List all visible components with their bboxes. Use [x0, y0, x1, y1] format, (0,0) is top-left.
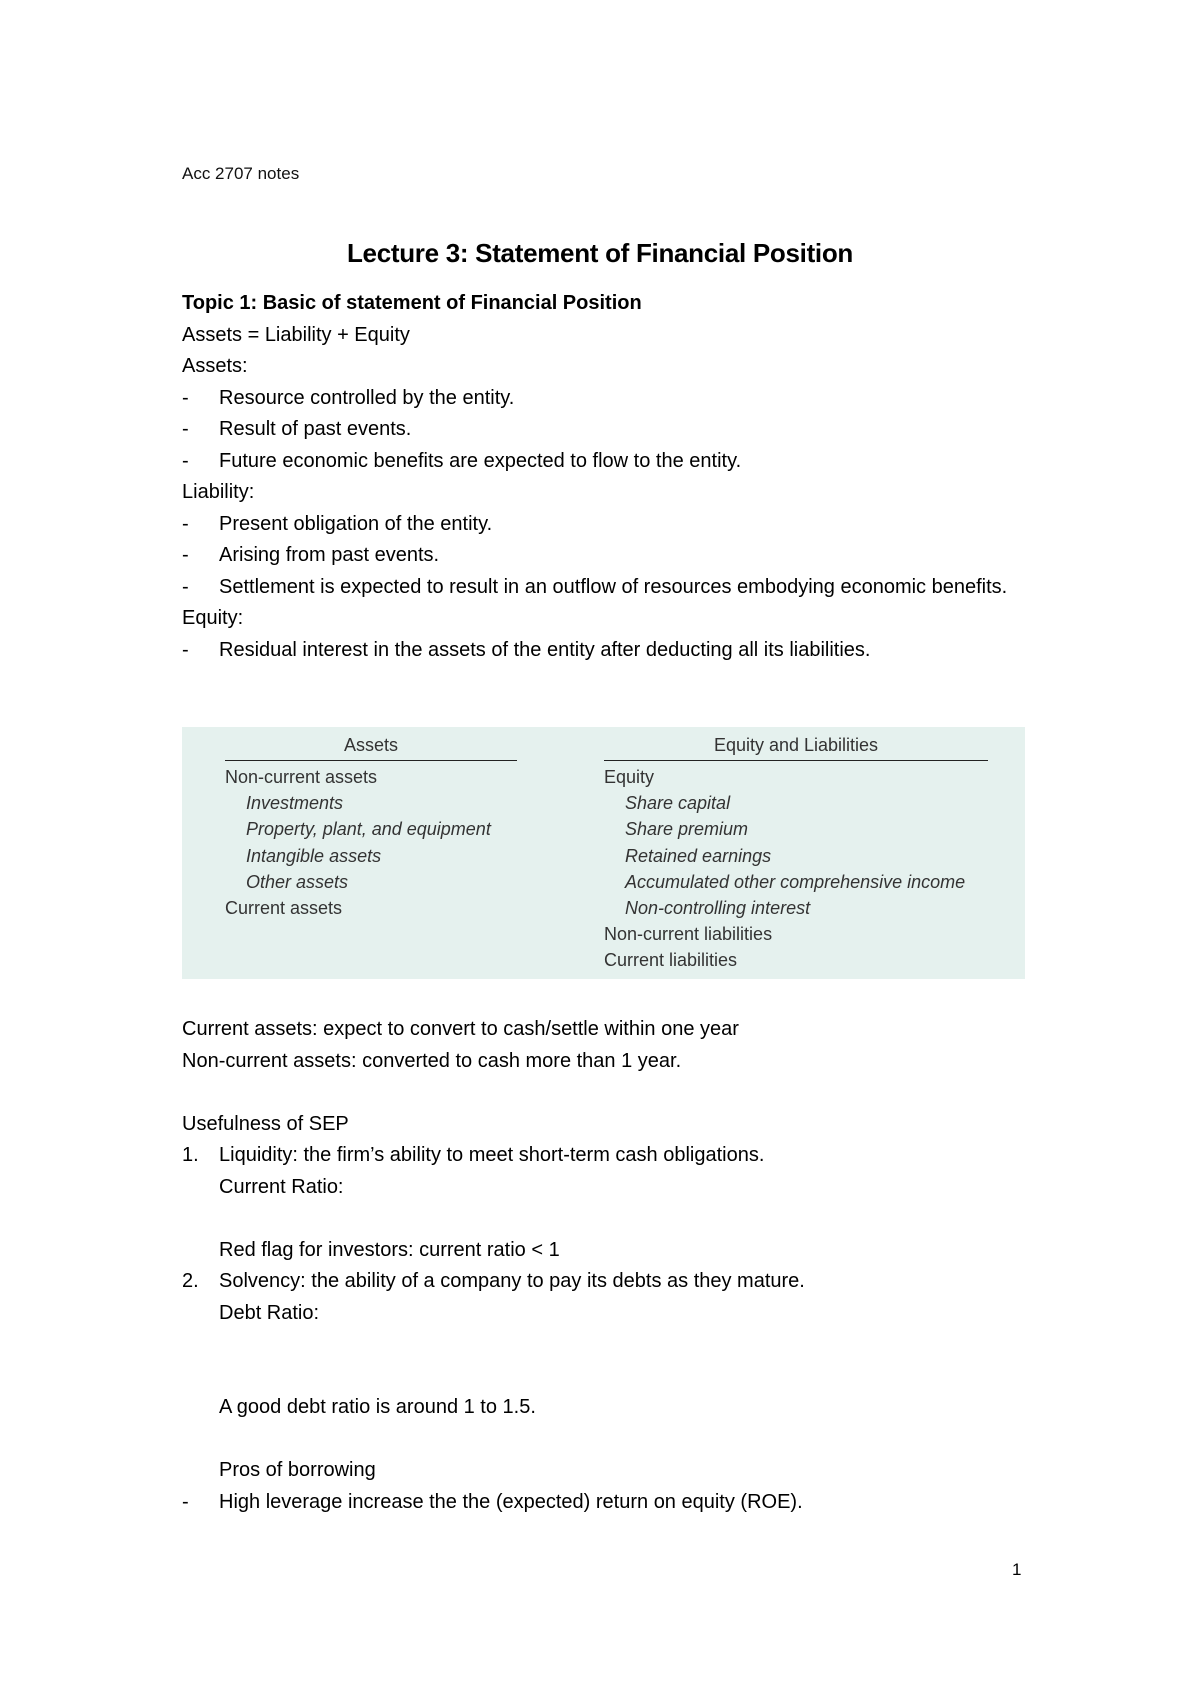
- bullet-dash: -: [182, 386, 189, 409]
- equity-liabilities-column: [604, 727, 988, 974]
- list-item-text: Present obligation of the entity.: [219, 512, 493, 535]
- list-item: [182, 635, 1042, 667]
- table-row: Non-controlling interest: [625, 897, 811, 918]
- table-row: Retained earnings: [625, 845, 772, 866]
- financial-position-table: [182, 727, 1025, 979]
- table-row: Current assets: [225, 897, 343, 918]
- list-item-text: Result of past events.: [219, 418, 412, 440]
- table-row: Other assets: [246, 871, 349, 892]
- list-item: [182, 509, 1042, 541]
- bullet-dash: -: [182, 638, 189, 661]
- bullet-dash: -: [182, 449, 189, 472]
- numbered-item-text: Liquidity: the firm’s ability to meet short-term cash obligations.: [219, 1144, 765, 1166]
- list-item: [182, 414, 1042, 446]
- table-row: Equity: [604, 767, 655, 787]
- debt-ratio-label: Debt Ratio:: [219, 1301, 320, 1324]
- red-flag-note: Red flag for investors: current ratio < 1: [219, 1238, 560, 1261]
- notes-body: [182, 288, 1042, 666]
- blank-line: [182, 1329, 1042, 1361]
- bullet-dash: -: [182, 1490, 189, 1513]
- list-item-text: Settlement is expected to result in an outflow of resources embodying economic benefits.: [219, 575, 1008, 598]
- item-number: 1.: [182, 1144, 199, 1166]
- blank-line: [182, 1203, 1042, 1235]
- page-title: Lecture 3: Statement of Financial Position: [346, 238, 854, 268]
- bullet-dash: -: [182, 418, 189, 440]
- bullet-dash: -: [182, 544, 189, 566]
- document-header: Acc 2707 notes: [182, 164, 300, 183]
- table-row: Accumulated other comprehensive income: [625, 871, 966, 892]
- liability-heading: Liability:: [182, 481, 255, 503]
- equity-heading: Equity:: [182, 607, 244, 629]
- notes-body-continued: [182, 1014, 1042, 1518]
- assets-heading: Assets:: [182, 355, 248, 377]
- equity-liabilities-column-header: Equity and Liabilities: [604, 730, 988, 761]
- current-assets-definition: Current assets: expect to convert to cash/settle within one year: [182, 1018, 739, 1040]
- assets-column-header: Assets: [225, 730, 517, 761]
- list-item: [182, 1487, 1042, 1519]
- list-item-text: Residual interest in the assets of the entity after deducting all its liabilities.: [219, 638, 871, 661]
- blank-line: [182, 1077, 1042, 1109]
- list-item-text: Resource controlled by the entity.: [219, 386, 515, 409]
- page-number: 1: [1012, 1560, 1022, 1579]
- list-item-text: High leverage increase the the (expected) return on equity (ROE).: [219, 1490, 803, 1513]
- noncurrent-assets-definition: Non-current assets: converted to cash more than 1 year.: [182, 1049, 682, 1072]
- bullet-dash: -: [182, 512, 189, 535]
- list-item: [182, 572, 1042, 604]
- assets-rows: [225, 764, 517, 921]
- table-row: Investments: [246, 793, 344, 814]
- table-row: Property, plant, and equipment: [246, 819, 491, 840]
- current-ratio-label: Current Ratio:: [219, 1175, 344, 1198]
- list-item-text: Arising from past events.: [219, 544, 440, 566]
- list-item: [182, 383, 1042, 415]
- pros-heading: Pros of borrowing: [219, 1459, 376, 1481]
- item-number: 2.: [182, 1270, 199, 1292]
- blank-line: [182, 1361, 1042, 1393]
- topic-heading: Topic 1: Basic of statement of Financial Position: [182, 292, 642, 314]
- list-item-text: Future economic benefits are expected to flow to the entity.: [219, 449, 742, 472]
- accounting-equation: Assets = Liability + Equity: [182, 323, 410, 346]
- numbered-item: [182, 1266, 1042, 1298]
- bullet-dash: -: [182, 575, 189, 598]
- numbered-item-text: Solvency: the ability of a company to pay its debts as they mature.: [219, 1270, 805, 1292]
- table-row: Share capital: [625, 793, 731, 814]
- table-row: Non-current assets: [225, 767, 378, 787]
- table-row: Non-current liabilities: [604, 924, 773, 945]
- numbered-item: [182, 1140, 1042, 1172]
- blank-line: [182, 1424, 1042, 1456]
- usefulness-heading: Usefulness of SEP: [182, 1112, 349, 1135]
- equity-liabilities-rows: [604, 764, 988, 974]
- list-item: [182, 446, 1042, 478]
- assets-column: [225, 727, 517, 921]
- table-row: Intangible assets: [246, 845, 382, 866]
- table-row: Current liabilities: [604, 950, 738, 971]
- good-debt-note: A good debt ratio is around 1 to 1.5.: [219, 1396, 536, 1418]
- list-item: [182, 540, 1042, 572]
- table-row: Share premium: [625, 819, 749, 840]
